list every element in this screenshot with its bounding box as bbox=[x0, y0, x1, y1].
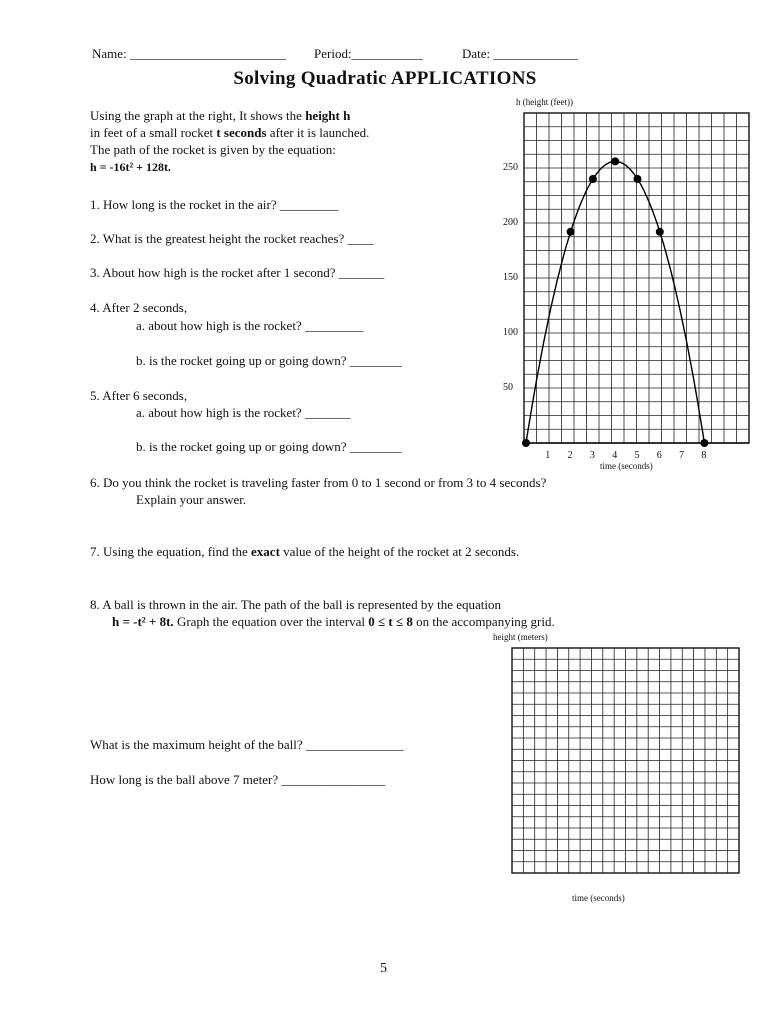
ball-chart-xlabel: time (seconds) bbox=[572, 893, 625, 903]
question-4b: b. is the rocket going up or going down? ________ bbox=[136, 353, 402, 368]
page-title: Solving Quadratic APPLICATIONS bbox=[233, 68, 537, 89]
rocket-data-point bbox=[656, 228, 664, 236]
intro-line-2: in feet of a small rocket t seconds after it is launched. bbox=[90, 125, 370, 140]
rocket-curve bbox=[526, 161, 704, 443]
page-number: 5 bbox=[380, 961, 387, 976]
rocket-data-point bbox=[567, 228, 575, 236]
period-field: Period:___________ bbox=[314, 46, 424, 61]
rocket-x-tick-label: 7 bbox=[679, 450, 685, 461]
rocket-chart-xlabel: time (seconds) bbox=[600, 461, 653, 471]
name-field: Name: ________________________ bbox=[92, 46, 286, 61]
rocket-data-point bbox=[611, 157, 619, 165]
ball-chart-ylabel: height (meters) bbox=[493, 632, 548, 642]
question-2: 2. What is the greatest height the rocket reaches? ____ bbox=[90, 231, 374, 246]
question-7: 7. Using the equation, find the exact value of the height of the rocket at 2 seconds. bbox=[90, 544, 520, 559]
rocket-x-tick-label: 4 bbox=[612, 450, 618, 461]
question-8-equation: h = -t² + 8t. Graph the equation over the interval 0 ≤ t ≤ 8 on the accompanying grid. bbox=[112, 614, 555, 629]
question-5: 5. After 6 seconds, bbox=[90, 388, 188, 403]
rocket-x-tick-label: 2 bbox=[567, 450, 573, 461]
question-5b: b. is the rocket going up or going down? ________ bbox=[136, 439, 402, 454]
rocket-y-tick-label: 50 bbox=[503, 382, 513, 393]
rocket-x-tick-label: 8 bbox=[701, 450, 707, 461]
date-field: Date: _____________ bbox=[462, 46, 578, 61]
rocket-y-tick-label: 100 bbox=[503, 327, 518, 338]
rocket-chart-ylabel: h (height (feet)) bbox=[516, 97, 573, 107]
question-6-explain: Explain your answer. bbox=[136, 492, 247, 507]
question-6: 6. Do you think the rocket is traveling faster from 0 to 1 second or from 3 to 4 seconds? bbox=[90, 475, 547, 490]
rocket-y-tick-label: 250 bbox=[503, 162, 518, 173]
ball-grid bbox=[512, 648, 739, 873]
rocket-data-point bbox=[634, 175, 642, 183]
question-above-7m: How long is the ball above 7 meter? ________________ bbox=[90, 772, 386, 787]
rocket-y-tick-label: 200 bbox=[503, 217, 518, 228]
intro-line-3: The path of the rocket is given by the equation: bbox=[90, 142, 336, 157]
rocket-x-tick-label: 5 bbox=[634, 450, 640, 461]
question-max-height: What is the maximum height of the ball? _______________ bbox=[90, 737, 404, 752]
question-1: 1. How long is the rocket in the air? _________ bbox=[90, 197, 339, 212]
rocket-data-point bbox=[700, 439, 708, 447]
rocket-x-tick-label: 3 bbox=[589, 450, 595, 461]
rocket-equation: h = -16t² + 128t. bbox=[90, 160, 171, 174]
question-3: 3. About how high is the rocket after 1 second? _______ bbox=[90, 265, 385, 280]
rocket-data-point bbox=[589, 175, 597, 183]
rocket-chart bbox=[522, 113, 749, 447]
question-4a: a. about how high is the rocket? _________ bbox=[136, 318, 364, 333]
intro-line-1: Using the graph at the right, It shows the height h bbox=[90, 108, 351, 123]
question-4: 4. After 2 seconds, bbox=[90, 300, 188, 315]
question-5a: a. about how high is the rocket? _______ bbox=[136, 405, 351, 420]
rocket-x-tick-label: 1 bbox=[545, 450, 551, 461]
rocket-x-tick-label: 6 bbox=[656, 450, 662, 461]
rocket-y-tick-label: 150 bbox=[503, 272, 518, 283]
question-8: 8. A ball is thrown in the air. The path of the ball is represented by the equation bbox=[90, 597, 501, 612]
rocket-data-point bbox=[522, 439, 530, 447]
